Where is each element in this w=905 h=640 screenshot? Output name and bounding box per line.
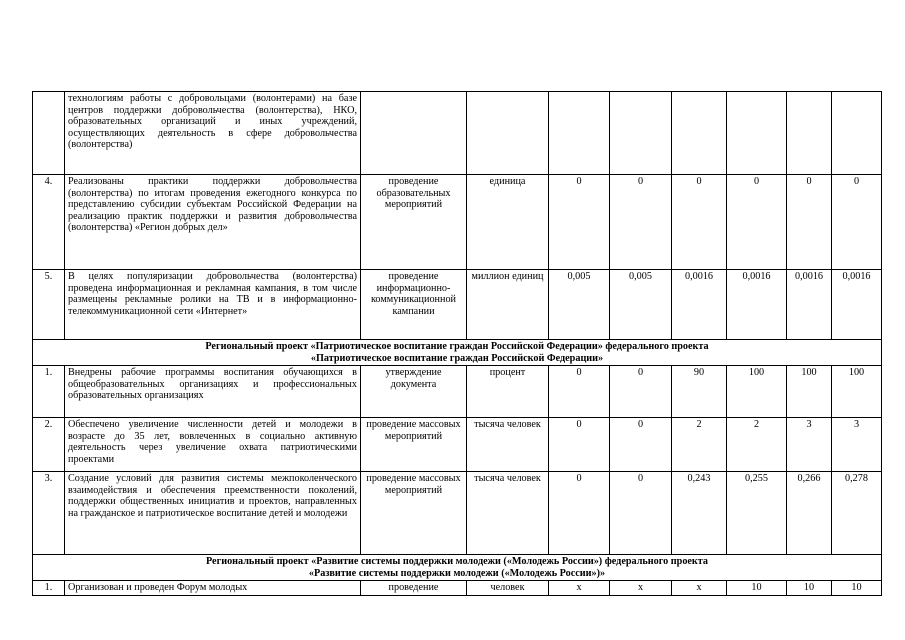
row-value-3: 0 xyxy=(672,175,727,270)
section-title-line-2: «Патриотическое воспитание граждан Российской Федерации» xyxy=(310,352,604,364)
row-description: Организован и проведен Форум молодых xyxy=(65,581,361,596)
row-value-3: 2 xyxy=(672,418,727,472)
row-number: 4. xyxy=(33,175,65,270)
table-row xyxy=(33,581,882,596)
row-value-6: 100 xyxy=(832,366,882,418)
row-description: технологиям работы с добровольцами (волонтерами) на базе центров поддержки добровольчества (волонтерства), НКО, образовательных организаций и иных учреждений, осуществляющих деятельность в сфере добровольчества (волонтерства) xyxy=(65,92,361,175)
row-value-5: 10 xyxy=(787,581,832,596)
row-value-4: 2 xyxy=(727,418,787,472)
row-value-1 xyxy=(549,92,610,175)
row-number: 3. xyxy=(33,472,65,555)
section-header-row xyxy=(33,555,882,581)
row-value-5 xyxy=(787,92,832,175)
row-value-6: 0,278 xyxy=(832,472,882,555)
table-row xyxy=(33,366,882,418)
table-row xyxy=(33,472,882,555)
row-value-4 xyxy=(727,92,787,175)
row-value-3: 0,243 xyxy=(672,472,727,555)
row-value-4: 100 xyxy=(727,366,787,418)
row-number: 1. xyxy=(33,366,65,418)
section-title-line-1: Региональный проект «Патриотическое воспитание граждан Российской Федерации» федерального проекта xyxy=(205,341,709,352)
row-description: Реализованы практики поддержки добровольчества (волонтерства) по итогам проведения ежегодного конкурса по представлению субсидии субъектам Российской Федерации на реализацию практик поддержки и развития добровольчества (волонтерства) «Регион добрых дел» xyxy=(65,175,361,270)
row-number xyxy=(33,92,65,175)
row-value-4: 0,255 xyxy=(727,472,787,555)
row-event-type xyxy=(361,92,467,175)
row-value-1: 0 xyxy=(549,418,610,472)
section-title xyxy=(33,555,882,581)
row-value-3: 0,0016 xyxy=(672,270,727,340)
row-value-3 xyxy=(672,92,727,175)
section-title xyxy=(33,340,882,366)
row-number: 5. xyxy=(33,270,65,340)
row-unit: тысяча человек xyxy=(467,418,549,472)
row-value-1: 0 xyxy=(549,366,610,418)
row-unit: единица xyxy=(467,175,549,270)
row-value-5: 100 xyxy=(787,366,832,418)
row-event-type: проведение образовательных мероприятий xyxy=(361,175,467,270)
row-description: Обеспечено увеличение численности детей и молодежи в возрасте до 35 лет, вовлеченных в социально активную деятельность через увеличение охвата патриотическими проектами xyxy=(65,418,361,472)
row-value-2: 0 xyxy=(610,366,672,418)
row-value-2: 0 xyxy=(610,418,672,472)
row-value-5: 0,0016 xyxy=(787,270,832,340)
row-number: 2. xyxy=(33,418,65,472)
row-value-5: 0,266 xyxy=(787,472,832,555)
row-event-type: проведение информационно-коммуникационной кампании xyxy=(361,270,467,340)
row-value-1: х xyxy=(549,581,610,596)
row-unit: процент xyxy=(467,366,549,418)
row-value-3: 90 xyxy=(672,366,727,418)
row-event-type: проведение xyxy=(361,581,467,596)
row-description: Создание условий для развития системы межпоколенческого взаимодействия и обеспечения преемственности поколений, поддержки общественных инициатив и проектов, направленных на гражданское и патриотическое воспитание детей и молодежи xyxy=(65,472,361,555)
row-description: В целях популяризации добровольчества (волонтерства) проведена информационная и рекламная кампания, в том числе размещены рекламные ролики на ТВ и в информационно-телекоммуникационной сети «Интернет» xyxy=(65,270,361,340)
table-row xyxy=(33,270,882,340)
row-value-6: 10 xyxy=(832,581,882,596)
row-value-4: 0 xyxy=(727,175,787,270)
row-value-1: 0 xyxy=(549,472,610,555)
section-title-line-2: «Развитие системы поддержки молодежи («Молодежь России»)» xyxy=(308,567,606,579)
section-title-line-1: Региональный проект «Развитие системы поддержки молодежи («Молодежь России») федерального проекта xyxy=(205,556,709,568)
row-value-3: х xyxy=(672,581,727,596)
table-row xyxy=(33,92,882,175)
table-row xyxy=(33,175,882,270)
row-event-type: проведение массовых мероприятий xyxy=(361,418,467,472)
row-value-6 xyxy=(832,92,882,175)
row-value-1: 0,005 xyxy=(549,270,610,340)
row-value-2: х xyxy=(610,581,672,596)
row-event-type: утверждение документа xyxy=(361,366,467,418)
row-event-type: проведение массовых мероприятий xyxy=(361,472,467,555)
row-unit: человек xyxy=(467,581,549,596)
row-value-4: 10 xyxy=(727,581,787,596)
row-number: 1. xyxy=(33,581,65,596)
row-value-5: 3 xyxy=(787,418,832,472)
row-unit xyxy=(467,92,549,175)
row-unit: миллион единиц xyxy=(467,270,549,340)
row-value-6: 0,0016 xyxy=(832,270,882,340)
row-value-2: 0,005 xyxy=(610,270,672,340)
row-description: Внедрены рабочие программы воспитания обучающихся в общеобразовательных организациях и профессиональных образовательных организациях xyxy=(65,366,361,418)
row-value-6: 0 xyxy=(832,175,882,270)
row-value-1: 0 xyxy=(549,175,610,270)
row-value-4: 0,0016 xyxy=(727,270,787,340)
row-value-2: 0 xyxy=(610,472,672,555)
row-value-5: 0 xyxy=(787,175,832,270)
row-unit: тысяча человек xyxy=(467,472,549,555)
section-header-row xyxy=(33,340,882,366)
table-row xyxy=(33,418,882,472)
results-table xyxy=(32,91,882,596)
row-value-6: 3 xyxy=(832,418,882,472)
row-value-2 xyxy=(610,92,672,175)
row-value-2: 0 xyxy=(610,175,672,270)
